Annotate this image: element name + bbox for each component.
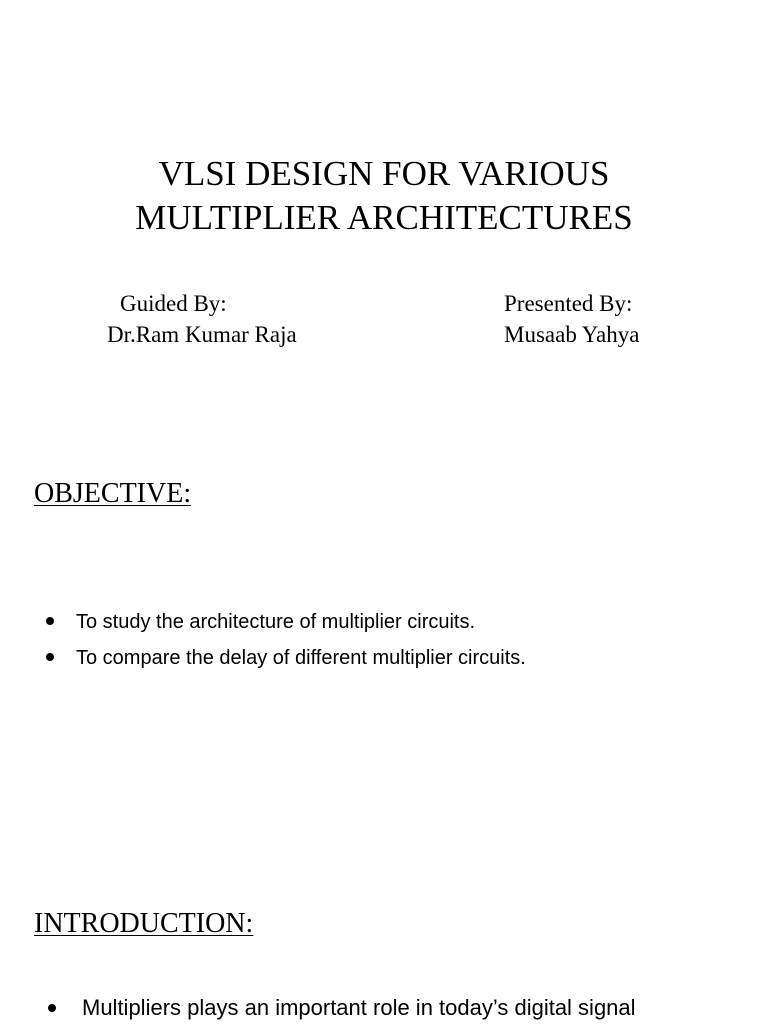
list-item xyxy=(42,992,636,1024)
list-item xyxy=(42,607,526,643)
presented-by-label: Presented By: xyxy=(504,291,633,316)
presenter-name: Musaab Yahya xyxy=(504,322,640,347)
objective-list xyxy=(42,607,526,679)
document-title xyxy=(0,152,768,240)
presented-by-block xyxy=(504,288,639,350)
list-item-text: To compare the delay of different multiplier circuits. xyxy=(76,647,526,669)
introduction-list xyxy=(42,992,636,1024)
objective-heading: OBJECTIVE: xyxy=(34,478,192,509)
bullet-icon xyxy=(46,653,54,661)
list-item-text: To study the architecture of multiplier circuits. xyxy=(76,611,476,633)
guide-name: Dr.Ram Kumar Raja xyxy=(107,322,297,347)
title-line-1: VLSI DESIGN FOR VARIOUS xyxy=(158,154,610,193)
bullet-icon xyxy=(48,1004,56,1012)
title-line-2: MULTIPLIER ARCHITECTURES xyxy=(135,198,633,237)
list-item-text: Multipliers plays an important role in today’s digital signal xyxy=(82,995,636,1020)
guided-by-block xyxy=(107,288,297,350)
guided-by-label: Guided By: xyxy=(120,291,227,316)
bullet-icon xyxy=(46,617,54,625)
list-item xyxy=(42,643,526,679)
introduction-heading: INTRODUCTION: xyxy=(34,908,254,939)
